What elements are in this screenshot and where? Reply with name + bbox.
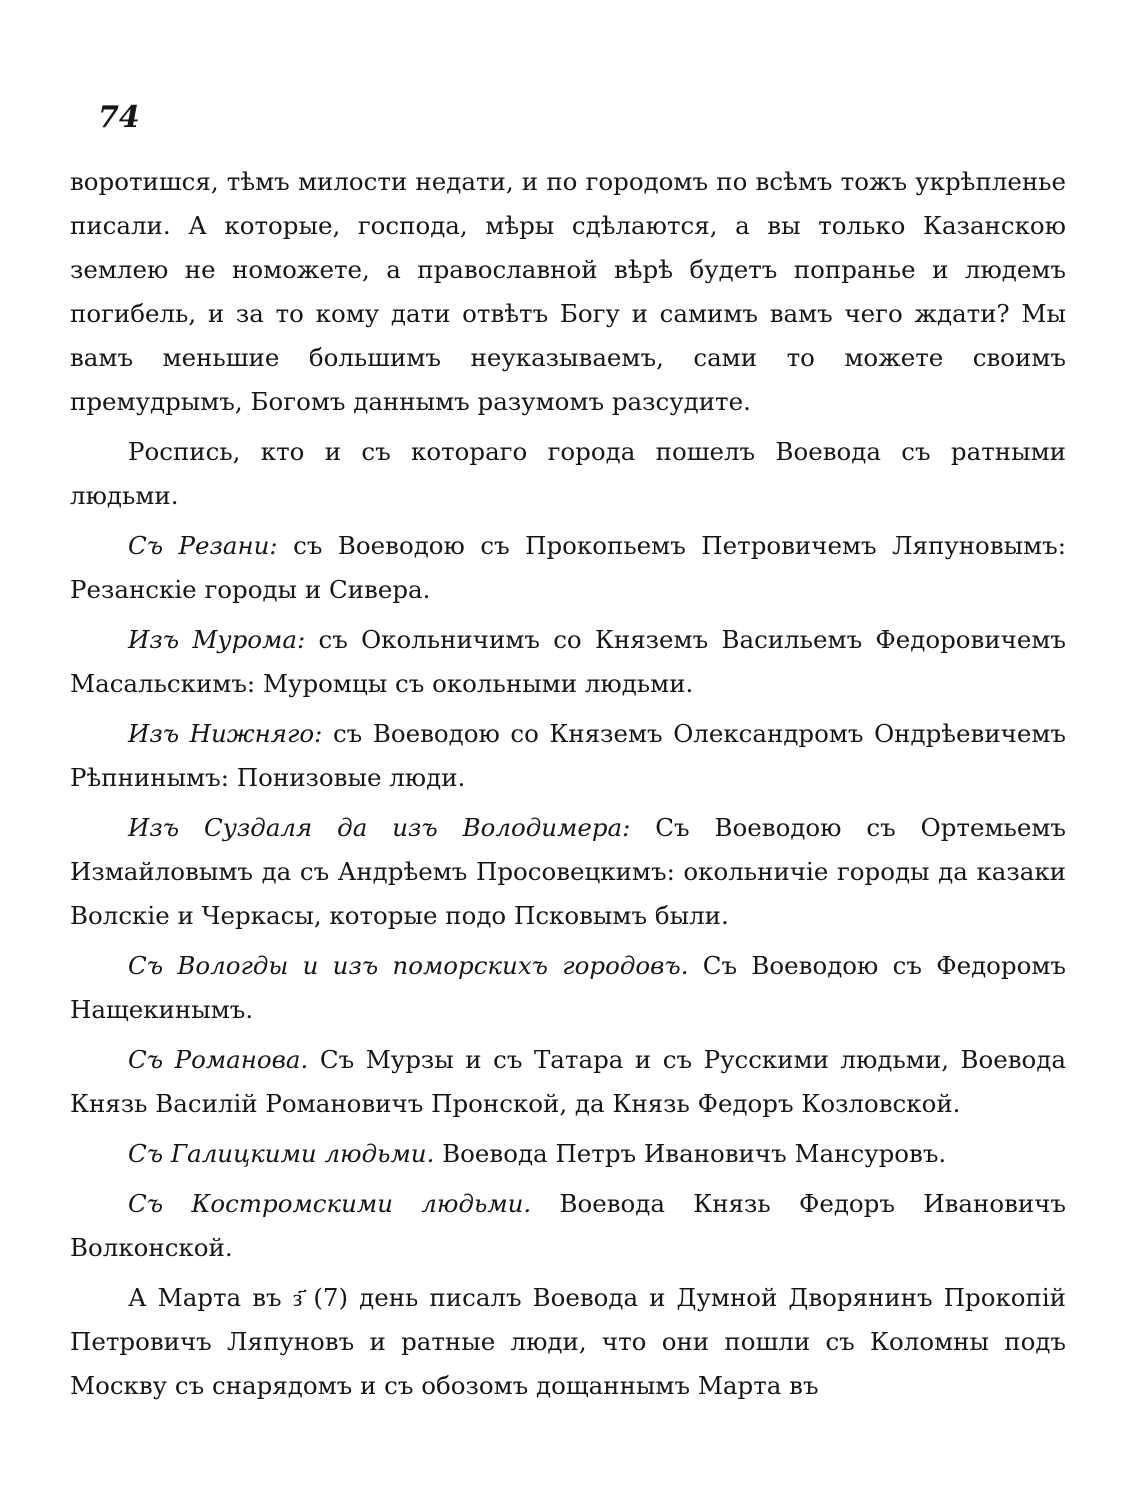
entry-text: съ Воеводою съ Прокопьемъ Петровичемъ Ляпуновымъ: Резанскіе городы и Сивера. [70,531,1066,604]
entry-heading: Изъ Суздаля да изъ Володимера: [128,813,631,842]
paragraph-roster-intro: Роспись, кто и съ котораго города пошелъ Воевода съ ратными людьми. [70,437,1066,510]
roster-entry-vologda [70,944,1066,1032]
entry-text: Съ Воеводою съ Ортемьемъ Измайловымъ да съ Андрѣемъ Просовецкимъ: окольничіе городы да казаки Волскіе и Черкасы, которые подо Псковымъ были. [70,813,1066,930]
entry-text: съ Воеводою со Княземъ Олександромъ Ондрѣевичемъ Рѣпнинымъ: Понизовые люди. [70,719,1066,792]
roster-entry-nizhny [70,712,1066,800]
entry-heading: Съ Романова. [128,1045,309,1074]
entry-text: Съ Воеводою съ Федоромъ Нащекинымъ. [70,951,1066,1024]
roster-entry-kostroma [70,1182,1066,1270]
paragraph-march-report: А Марта въ з҃ (7) день писалъ Воевода и Думной Дворянинъ Прокопій Петровичъ Ляпуновъ и ратные люди, что они пошли съ Коломны подъ Москву съ снарядомъ и съ обозомъ дощаннымъ Марта въ [70,1283,1066,1400]
roster-entry-murom [70,618,1066,706]
entry-heading: Съ Костромскими людьми. [128,1189,532,1218]
main-text [70,160,1066,1408]
entry-heading: Съ Галицкими людьми. [128,1139,435,1168]
roster-entry-rezan [70,524,1066,612]
entry-heading: Изъ Нижняго: [128,719,323,748]
entry-heading: Съ Резани: [128,531,278,560]
entry-text: Воевода Петръ Ивановичъ Мансуровъ. [434,1139,947,1168]
roster-entry-romanov [70,1038,1066,1126]
page-number: 74 [98,100,140,135]
entry-heading: Изъ Мурома: [128,625,306,654]
entry-text: Воевода Князь Федоръ Ивановичъ Волконской. [70,1189,1066,1262]
entry-text: Съ Мурзы и съ Татара и съ Русскими людьми, Воевода Князь Василій Романовичъ Пронской, да Князь Федоръ Козловской. [70,1045,1066,1118]
roster-entry-suzdal [70,806,1066,938]
entry-text: съ Окольничимъ со Княземъ Васильемъ Федоровичемъ Масальскимъ: Муромцы съ окольными людьми. [70,625,1066,698]
roster-entry-galich [70,1132,1066,1176]
entry-heading: Съ Вологды и изъ поморскихъ городовъ. [128,951,689,980]
paragraph-letter-ending: воротишся, тѣмъ милости недати, и по городомъ по всѣмъ тожъ укрѣпленье писали. А которые, господа, мѣры сдѣлаются, а вы только Казанскою землею не номожете, а православной вѣрѣ будетъ попранье и людемъ погибель, и за то кому дати отвѣтъ Богу и самимъ вамъ чего ждати? Мы вамъ меньшие большимъ неуказываемъ, сами то можете своимъ премудрымъ, Богомъ даннымъ разумомъ разсудите. [70,167,1066,416]
